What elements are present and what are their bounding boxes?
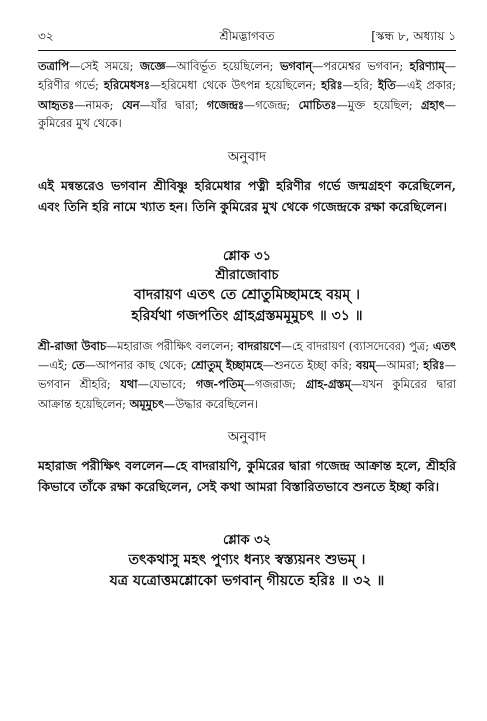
term-gloss: —আপনার কাছ থেকে; bbox=[84, 359, 191, 373]
term-gloss: —হরি; bbox=[342, 79, 378, 93]
sanskrit-term: যথা bbox=[120, 377, 138, 392]
term-gloss: —মুক্ত হয়েছিল; bbox=[336, 98, 421, 112]
term-gloss: —এই; bbox=[38, 359, 72, 373]
term-gloss: —হরিমেধা থেকে উৎপন্ন হয়েছিলেন; bbox=[149, 79, 322, 93]
term-gloss: —ভগবান শ্রীহরি; bbox=[38, 359, 456, 392]
sanskrit-term: মোচিতঃ bbox=[298, 97, 337, 112]
term-gloss: —শুনতে ইচ্ছা করি; bbox=[262, 359, 357, 373]
sanskrit-term: গজেন্দ্রঃ bbox=[206, 97, 244, 112]
sanskrit-term: হরিমেধসঃ bbox=[103, 78, 150, 93]
sanskrit-term: আহৃতঃ bbox=[38, 97, 75, 112]
term-gloss: —এই প্রকার; bbox=[395, 79, 456, 93]
verse-32-line-2: যত্র যত্রোত্তমশ্লোকো ভগবান্ গীয়তে হরিঃ ॥ ৩২ ॥ bbox=[109, 573, 385, 590]
verse-32-number: শ্লোক ৩২ bbox=[222, 533, 272, 549]
term-gloss: —পরমেশ্বর ভগবান; bbox=[312, 60, 410, 73]
sanskrit-term: অমূমুচৎ bbox=[129, 396, 165, 411]
term-gloss: —গজেন্দ্র; bbox=[243, 98, 299, 112]
sanskrit-term: যেন bbox=[121, 97, 140, 112]
sanskrit-term: হরিঃ bbox=[321, 78, 343, 93]
term-gloss: —গজরাজ; bbox=[243, 378, 306, 392]
term-gloss: —যেভাবে; bbox=[137, 378, 196, 392]
term-gloss: —আমরা; bbox=[375, 359, 424, 373]
translation-heading-31: অনুবাদ bbox=[227, 429, 267, 446]
book-title: শ্রীমদ্ভাগবত bbox=[219, 29, 275, 43]
term-gloss: —যাঁর দ্বারা; bbox=[139, 98, 207, 112]
verse-31-number: শ্লোক ৩১ bbox=[222, 248, 272, 264]
term-gloss: —আবির্ভূত হয়েছিলেন; bbox=[165, 60, 280, 73]
sanskrit-term: শ্রোতুম্ ইচ্ছামহে bbox=[190, 358, 263, 373]
translation-30: এই মন্বন্তরেও ভগবান শ্রীবিষ্ণু হরিমেধার পত্নী হরিণীর গর্ভে জন্মগ্রহণ করেছিলেন, এবং তিনি হরি নামে খ্যাত হন। তিনি কুমিরের মুখ থেকে গজেন্দ্রকে রক্ষা করেছিলেন। bbox=[38, 177, 456, 214]
sanskrit-term: হরিণ্যাম্ bbox=[409, 59, 445, 73]
sanskrit-term: তত্রাপি bbox=[38, 59, 69, 73]
book-page bbox=[38, 28, 456, 602]
term-gloss: —সেই সময়ে; bbox=[68, 60, 140, 73]
translation-heading-30: অনুবাদ bbox=[227, 148, 267, 165]
sanskrit-term: শ্রী-রাজা উবাচ bbox=[38, 338, 106, 353]
translation-31: মহারাজ পরীক্ষিৎ বললেন—হে বাদরায়ণি, কুমিরের দ্বারা গজেন্দ্র আক্রান্ত হলে, শ্রীহরি কিভাবে তাঁকে রক্ষা করেছিলেন, সেই কথা আমরা বিস্তারিতভাবে শুনতে ইচ্ছা করি। bbox=[38, 458, 456, 495]
verse-31-line-1: বাদরায়ণ এতৎ তে শ্রোতুমিচ্ছামহে বয়ম্ । bbox=[134, 286, 360, 303]
sanskrit-term: গজ-পতিম্ bbox=[195, 377, 244, 392]
sanskrit-term: ইতি bbox=[377, 78, 396, 93]
sanskrit-term: জজ্ঞে bbox=[139, 59, 166, 73]
sanskrit-term: হরিঃ bbox=[423, 358, 445, 373]
term-gloss: —মহারাজ পরীক্ষিৎ বললেন; bbox=[105, 339, 238, 353]
verse-31-block bbox=[38, 247, 456, 327]
sanskrit-term: গ্রহাৎ bbox=[420, 97, 445, 112]
page-number: ৩২ bbox=[38, 29, 54, 43]
sanskrit-term: ভগবান্ bbox=[279, 59, 313, 73]
verse-31-speaker: শ্রীরাজোবাচ bbox=[215, 267, 279, 283]
sanskrit-term: বাদরায়ণে bbox=[237, 338, 281, 353]
header-rule bbox=[38, 50, 456, 51]
verse-32-line-1: তৎকথাসু মহৎ পুণ্যং ধন্যং স্বস্ত্যয়নং শুভম্ । bbox=[128, 552, 366, 569]
sanskrit-term: তে bbox=[71, 358, 85, 373]
canto-chapter-label: [স্কন্ধ ৮, অধ্যায় ১ bbox=[371, 29, 456, 43]
verse-32-block bbox=[38, 531, 456, 592]
term-gloss: —হে বাদরায়ণ (ব্যাসদেবের) পুত্র; bbox=[280, 339, 433, 353]
term-gloss: —যখন কুমিরের দ্বারা আক্রান্ত হয়েছিলেন; bbox=[38, 378, 456, 411]
sanskrit-term: বয়ম্ bbox=[356, 358, 376, 373]
term-gloss: —নামক; bbox=[74, 98, 122, 112]
term-gloss: —হরিণীর গর্ভে; bbox=[38, 60, 456, 93]
sanskrit-term: গ্রাহ-গ্রস্তম্ bbox=[305, 377, 351, 392]
page-header bbox=[38, 28, 456, 50]
term-gloss: —কুমিরের মুখ থেকে। bbox=[38, 98, 456, 131]
sanskrit-term: এতৎ bbox=[432, 338, 456, 353]
word-for-word-30 bbox=[38, 57, 456, 134]
verse-31-line-2: হরির্যথা গজপতিং গ্রাহগ্রস্তমমূমুচৎ ॥ ৩১ ॥ bbox=[131, 307, 363, 324]
term-gloss: —উদ্ধার করেছিলেন। bbox=[164, 397, 258, 411]
word-for-word-31 bbox=[38, 337, 456, 415]
